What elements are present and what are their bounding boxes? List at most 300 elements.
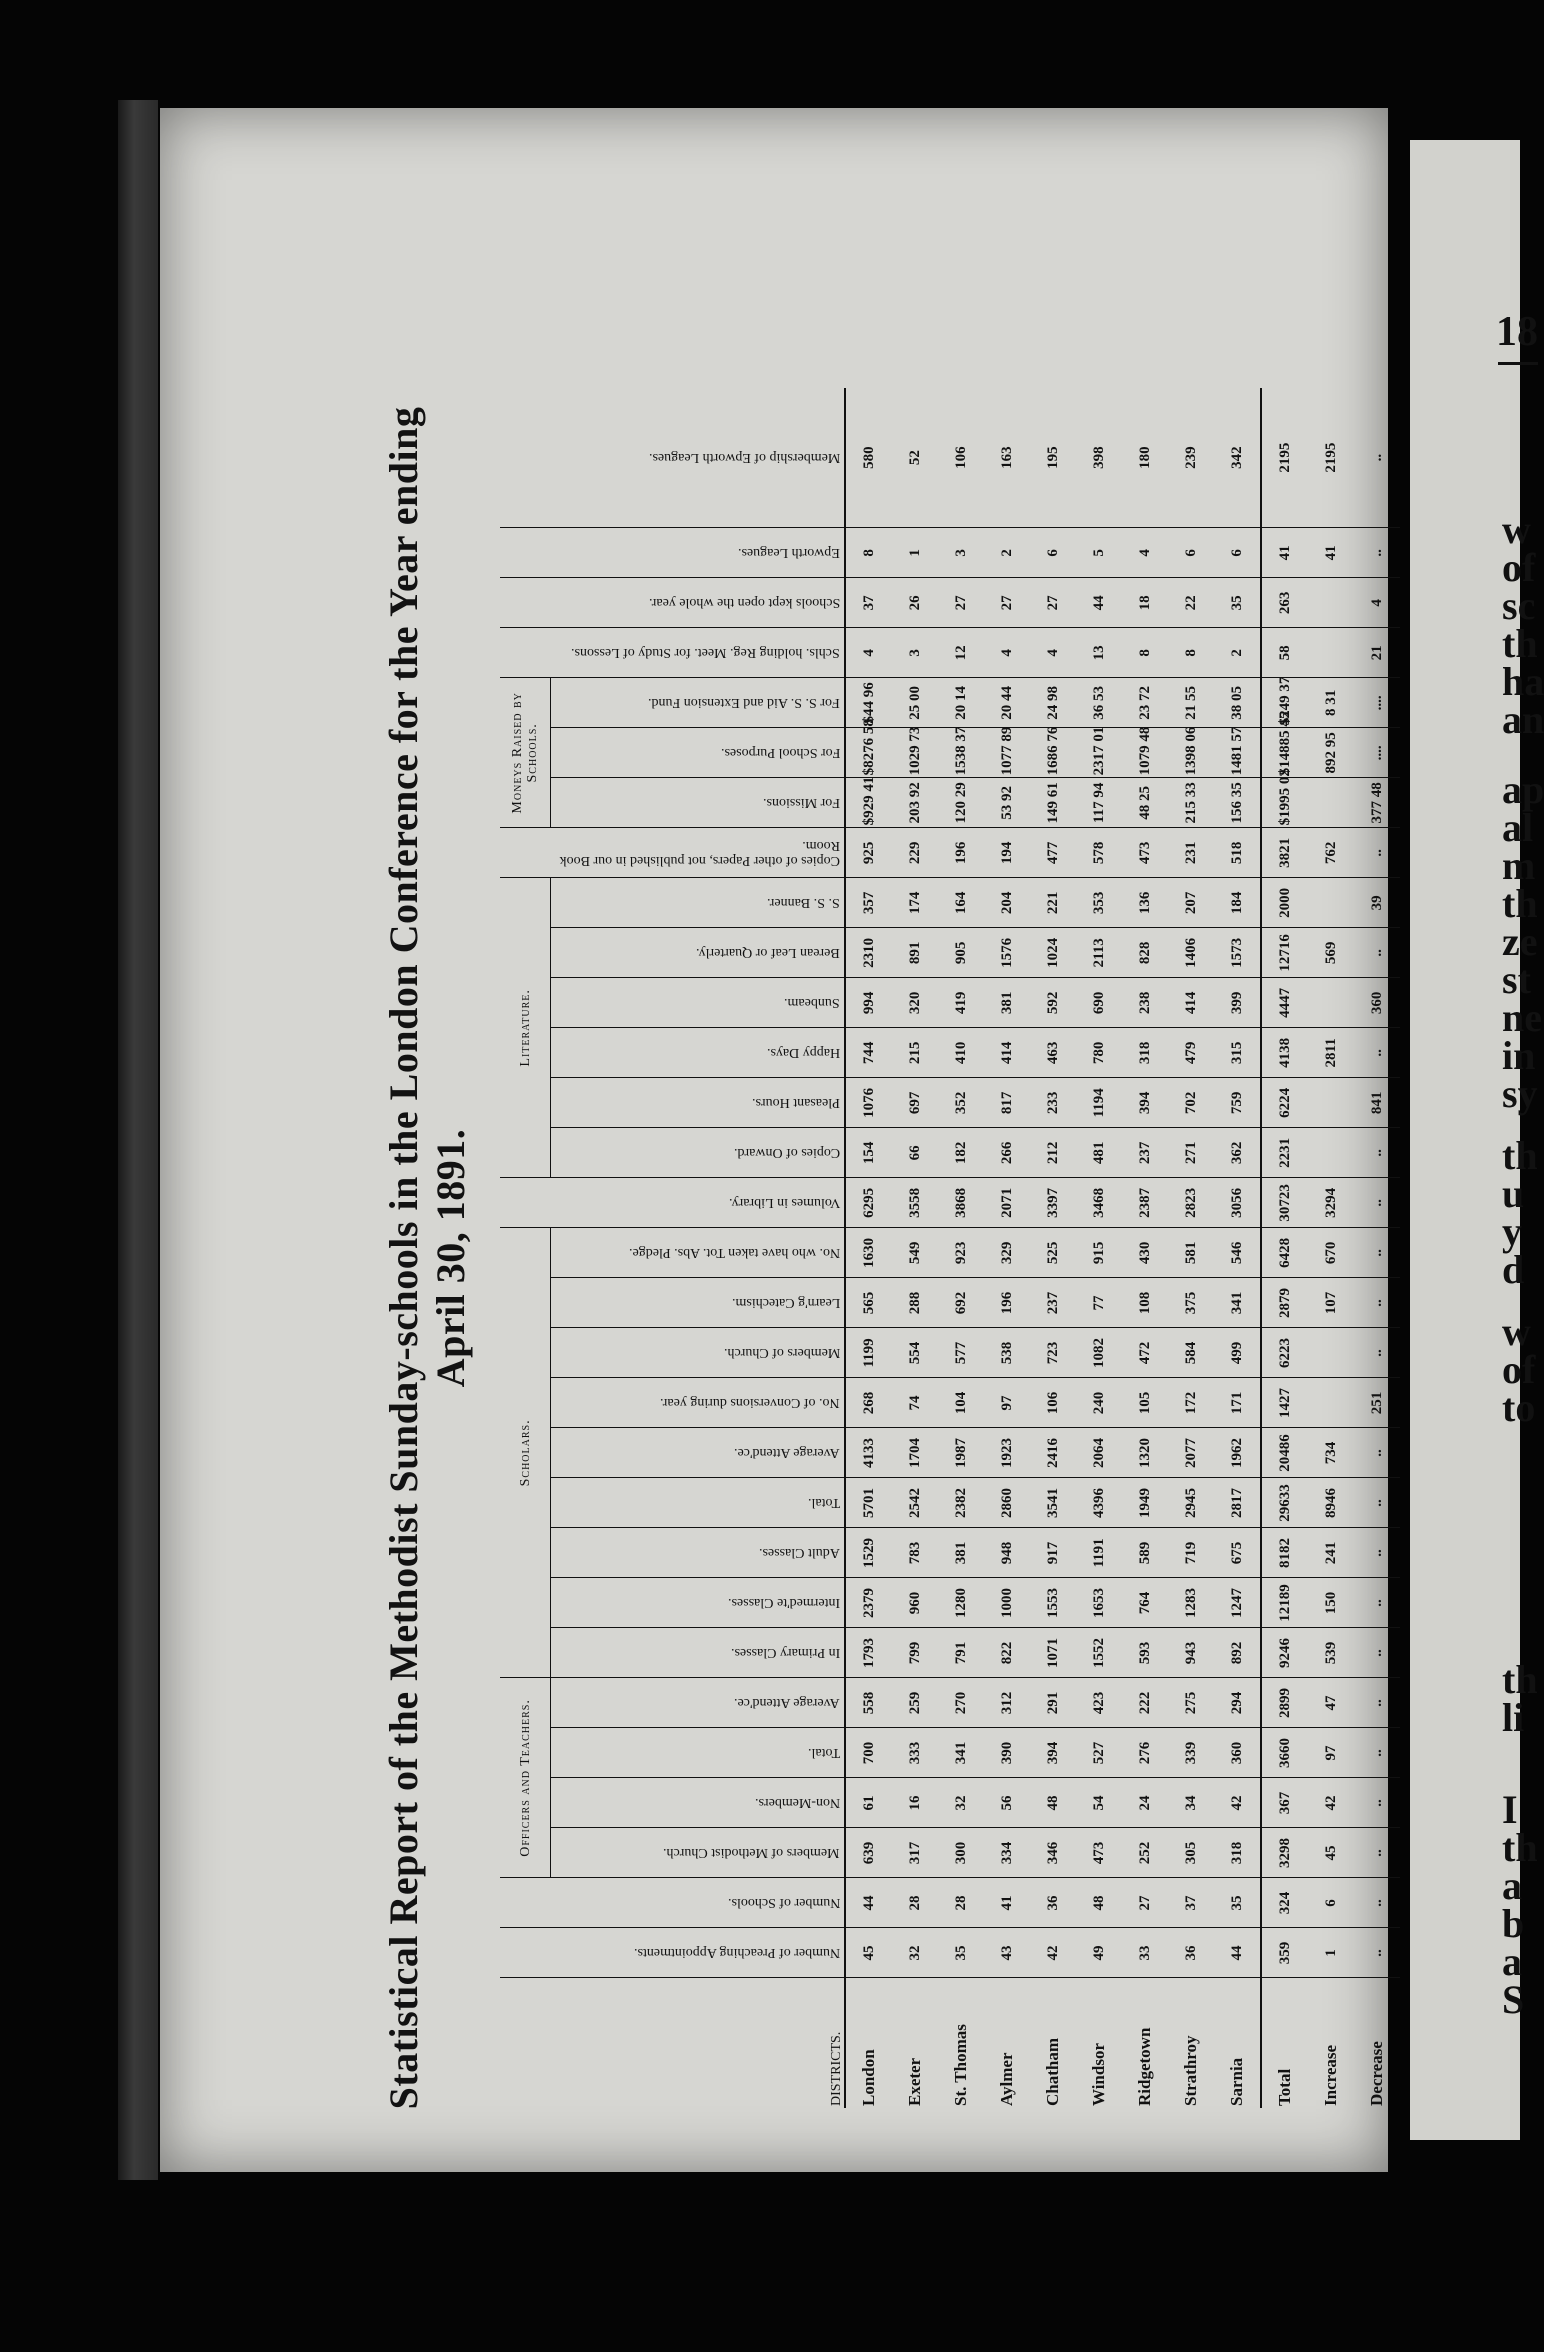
table-cell: 381: [984, 978, 1030, 1028]
table-cell: ..: [1354, 1328, 1400, 1378]
table-cell: 6: [1168, 528, 1214, 578]
table-cell: 639: [845, 1828, 892, 1878]
table-cell: 565: [845, 1278, 892, 1328]
table-cell: 12: [938, 628, 984, 678]
table-cell: 4138: [1261, 1028, 1308, 1078]
adjacent-page-text-fragment: a: [1502, 1939, 1522, 1984]
table-cell: 499: [1214, 1328, 1261, 1378]
table-cell: 925: [845, 828, 892, 878]
table-cell: 2416: [1030, 1428, 1076, 1478]
table-cell: 5: [1076, 528, 1122, 578]
table-cell: 780: [1076, 1028, 1122, 1078]
table-cell: 690: [1076, 978, 1122, 1028]
table-row: [1308, 388, 1354, 2108]
table-cell: 54: [1076, 1778, 1122, 1828]
col-header: Number of Schools.: [500, 1878, 845, 1928]
table-cell: 2817: [1214, 1478, 1261, 1528]
col-header: Average Attend'ce.: [551, 1678, 845, 1728]
table-cell: ....: [1354, 678, 1400, 728]
scanned-page: [160, 108, 1388, 2172]
table-cell: 367: [1261, 1778, 1308, 1828]
table-cell: 6224: [1261, 1078, 1308, 1128]
district-name: Aylmer: [997, 2052, 1016, 2106]
table-cell: 28: [938, 1878, 984, 1928]
table-cell: 21: [1354, 628, 1400, 678]
table-cell: 546: [1214, 1228, 1261, 1278]
table-cell: 203 92: [892, 778, 938, 828]
table-cell: $44 96: [845, 678, 892, 728]
table-cell: ..: [1354, 528, 1400, 578]
table-cell: 2379: [845, 1578, 892, 1628]
table-cell: 263: [1261, 578, 1308, 628]
table-cell: 1194: [1076, 1078, 1122, 1128]
table-cell: 923: [938, 1228, 984, 1278]
table-cell: [1308, 878, 1354, 928]
table-cell: 106: [938, 388, 984, 528]
adjacent-page-text-fragment: sy: [1502, 1071, 1538, 1116]
district-name: Decrease: [1367, 2041, 1386, 2106]
table-cell: 905: [938, 928, 984, 978]
table-cell: 4: [1354, 578, 1400, 628]
table-cell: 21 55: [1168, 678, 1214, 728]
table-cell: 4: [845, 628, 892, 678]
table-cell: 44: [845, 1878, 892, 1928]
table-cell: 107: [1308, 1278, 1354, 1328]
col-header: S. S. Banner.: [551, 878, 845, 928]
table-cell: 430: [1122, 1228, 1168, 1278]
table-cell: 353: [1076, 878, 1122, 928]
table-row: [845, 388, 892, 2108]
table-cell: 12189: [1261, 1578, 1308, 1628]
group-header-row: [500, 388, 551, 2108]
table-cell: ..: [1354, 1728, 1400, 1778]
table-cell: 822: [984, 1628, 1030, 1678]
table-cell: 8946: [1308, 1478, 1354, 1528]
table-cell: 27: [1122, 1878, 1168, 1928]
table-cell: 196: [938, 828, 984, 878]
table-cell: 4: [1030, 628, 1076, 678]
table-cell: 764: [1122, 1578, 1168, 1628]
table-cell: 329: [984, 1228, 1030, 1278]
table-cell: 22: [1168, 578, 1214, 628]
table-cell: 6223: [1261, 1328, 1308, 1378]
table-cell: ..: [1354, 1178, 1400, 1228]
table-cell: 1576: [984, 928, 1030, 978]
table-cell: 1573: [1214, 928, 1261, 978]
district-name: Strathroy: [1181, 2035, 1200, 2106]
table-cell: ....: [1354, 728, 1400, 778]
table-cell: 36 53: [1076, 678, 1122, 728]
table-cell: 182: [938, 1128, 984, 1178]
table-cell: ..: [1354, 1128, 1400, 1178]
table-cell: 171: [1214, 1378, 1261, 1428]
table-cell: 2879: [1261, 1278, 1308, 1328]
table-cell: 66: [892, 1128, 938, 1178]
table-cell: ..: [1354, 1628, 1400, 1678]
table-cell: 35: [1214, 1878, 1261, 1928]
table-cell: 3397: [1030, 1178, 1076, 1228]
table-cell: 3541: [1030, 1478, 1076, 1528]
table-cell: 1280: [938, 1578, 984, 1628]
table-cell: 394: [1030, 1728, 1076, 1778]
table-cell: 473: [1122, 828, 1168, 878]
table-cell: 1630: [845, 1228, 892, 1278]
table-cell: 6428: [1261, 1228, 1308, 1278]
table-cell: 4: [984, 628, 1030, 678]
table-cell: 1398 06: [1168, 728, 1214, 778]
table-cell: 194: [984, 828, 1030, 878]
table-cell: 3056: [1214, 1178, 1261, 1228]
table-cell: 239: [1168, 388, 1214, 528]
table-cell: 744: [845, 1028, 892, 1078]
table-cell: 3558: [892, 1178, 938, 1228]
table-cell: 362: [1214, 1128, 1261, 1178]
table-cell: 196: [984, 1278, 1030, 1328]
table-cell: [1308, 1328, 1354, 1378]
table-cell: 97: [1308, 1728, 1354, 1778]
table-cell: $929 41: [845, 778, 892, 828]
table-cell: 1923: [984, 1428, 1030, 1478]
table-cell: $249 37: [1261, 678, 1308, 728]
district-name: London: [859, 2049, 878, 2106]
table-cell: 229: [892, 828, 938, 878]
table-cell: ..: [1354, 1828, 1400, 1878]
adjacent-page-text-fragment: ze: [1502, 919, 1538, 964]
adjacent-page-text-fragment: sc: [1502, 583, 1536, 628]
table-cell: 2387: [1122, 1178, 1168, 1228]
table-cell: 48: [1076, 1878, 1122, 1928]
table-cell: 8: [1168, 628, 1214, 678]
group-officers-header: Officers and Teachers.: [500, 1678, 551, 1878]
adjacent-page-text-fragment: th: [1502, 621, 1538, 666]
table-cell: ..: [1354, 1478, 1400, 1528]
table-cell: 20 14: [938, 678, 984, 728]
district-name: Windsor: [1089, 2043, 1108, 2106]
table-row: [1214, 388, 1261, 2108]
rotated-report: [380, 378, 1460, 2138]
table-cell: 9246: [1261, 1628, 1308, 1678]
table-cell: 251: [1354, 1378, 1400, 1428]
table-cell: 479: [1168, 1028, 1214, 1078]
book-gutter: [118, 100, 158, 2180]
table-cell: 180: [1122, 388, 1168, 528]
table-cell: 1686 76: [1030, 728, 1076, 778]
table-cell: 1283: [1168, 1578, 1214, 1628]
table-cell: 195: [1030, 388, 1076, 528]
adjacent-page-text-fragment: th: [1502, 1657, 1538, 1702]
table-cell: 294: [1214, 1678, 1261, 1728]
table-cell: ..: [1354, 1278, 1400, 1328]
table-cell: 472: [1122, 1328, 1168, 1378]
table-cell: 1704: [892, 1428, 938, 1478]
table-cell: 174: [892, 878, 938, 928]
table-cell: ..: [1354, 1778, 1400, 1828]
table-cell: 1987: [938, 1428, 984, 1478]
col-header: Members of Methodist Church.: [551, 1828, 845, 1878]
table-cell: 1: [1308, 1928, 1354, 1978]
table-cell: 120 29: [938, 778, 984, 828]
table-cell: 675: [1214, 1528, 1261, 1578]
table-cell: 762: [1308, 828, 1354, 878]
table-cell: 377 48: [1354, 778, 1400, 828]
table-cell: 3821: [1261, 828, 1308, 878]
table-cell: 339: [1168, 1728, 1214, 1778]
table-cell: ..: [1354, 1928, 1400, 1978]
col-header: Sunbeam.: [551, 978, 845, 1028]
table-cell: 4133: [845, 1428, 892, 1478]
table-cell: 12716: [1261, 928, 1308, 978]
col-header: Schools kept open the whole year.: [500, 578, 845, 628]
table-row: [1122, 388, 1168, 2108]
table-cell: 1406: [1168, 928, 1214, 978]
table-cell: 97: [984, 1378, 1030, 1428]
table-cell: 77: [1076, 1278, 1122, 1328]
table-cell: 1481 57: [1214, 728, 1261, 778]
adjacent-page-text-fragment: to: [1502, 1385, 1536, 1430]
table-cell: 525: [1030, 1228, 1076, 1278]
table-cell: 149 61: [1030, 778, 1076, 828]
adjacent-page-text-fragment: I: [1502, 1787, 1518, 1832]
table-cell: 2382: [938, 1478, 984, 1528]
table-cell: 1320: [1122, 1428, 1168, 1478]
table-cell: 2231: [1261, 1128, 1308, 1178]
table-cell: 320: [892, 978, 938, 1028]
table-cell: 38 05: [1214, 678, 1261, 728]
table-cell: 917: [1030, 1528, 1076, 1578]
table-cell: 697: [892, 1078, 938, 1128]
table-cell: 477: [1030, 828, 1076, 878]
table-cell: 341: [1214, 1278, 1261, 1328]
table-cell: 346: [1030, 1828, 1076, 1878]
table-cell: [1308, 1128, 1354, 1178]
adjacent-page-text-fragment: u: [1502, 1171, 1525, 1216]
table-cell: 1024: [1030, 928, 1076, 978]
col-header: For Missions.: [551, 778, 845, 828]
table-cell: 20486: [1261, 1428, 1308, 1478]
table-cell: 2195: [1308, 388, 1354, 528]
table-cell: 2064: [1076, 1428, 1122, 1478]
table-cell: ..: [1354, 1228, 1400, 1278]
table-cell: 700: [845, 1728, 892, 1778]
table-cell: 300: [938, 1828, 984, 1878]
table-cell: 578: [1076, 828, 1122, 878]
table-cell: 994: [845, 978, 892, 1028]
col-header: Volumes in Library.: [500, 1178, 845, 1228]
table-cell: 527: [1076, 1728, 1122, 1778]
table-cell: 106: [1030, 1378, 1076, 1428]
table-cell: 539: [1308, 1628, 1354, 1678]
table-cell: 481: [1076, 1128, 1122, 1178]
col-header: Happy Days.: [551, 1028, 845, 1078]
table-cell: 222: [1122, 1678, 1168, 1728]
table-cell: 8: [845, 528, 892, 578]
table-cell: 48: [1030, 1778, 1076, 1828]
table-cell: 1079 48: [1122, 728, 1168, 778]
table-cell: 44: [1076, 578, 1122, 628]
table-cell: ..: [1354, 1878, 1400, 1928]
adjacent-page-text-fragment: y: [1502, 1209, 1522, 1254]
table-cell: 333: [892, 1728, 938, 1778]
adjacent-page-text-fragment: of: [1502, 1347, 1536, 1392]
table-cell: 2542: [892, 1478, 938, 1528]
table-cell: 163: [984, 388, 1030, 528]
table-cell: 1427: [1261, 1378, 1308, 1428]
table-cell: 43: [984, 1928, 1030, 1978]
table-cell: 6: [1214, 528, 1261, 578]
table-cell: 341: [938, 1728, 984, 1778]
table-cell: 892 95: [1308, 728, 1354, 778]
table-cell: 238: [1122, 978, 1168, 1028]
table-cell: 3298: [1261, 1828, 1308, 1878]
table-cell: 215 33: [1168, 778, 1214, 828]
table-cell: 2071: [984, 1178, 1030, 1228]
table-cell: 1199: [845, 1328, 892, 1378]
table-cell: [1308, 1378, 1354, 1428]
table-cell: 237: [1122, 1128, 1168, 1178]
adjacent-page-number: 18: [1496, 309, 1538, 355]
table-cell: 252: [1122, 1828, 1168, 1878]
table-cell: 30723: [1261, 1178, 1308, 1228]
table-cell: 42: [1214, 1778, 1261, 1828]
table-row: [1076, 388, 1122, 2108]
table-cell: 2317 01: [1076, 728, 1122, 778]
table-cell: 414: [984, 1028, 1030, 1078]
adjacent-page-text-fragment: th: [1502, 1133, 1538, 1178]
adjacent-page-text-fragment: d: [1502, 1247, 1525, 1292]
table-row: [1354, 388, 1400, 2108]
table-cell: 1: [892, 528, 938, 578]
table-cell: 324: [1261, 1878, 1308, 1928]
table-cell: 108: [1122, 1278, 1168, 1328]
col-header: No. who have taken Tot. Abs. Pledge.: [551, 1228, 845, 1278]
table-cell: 817: [984, 1078, 1030, 1128]
table-cell: 215: [892, 1028, 938, 1078]
table-cell: 390: [984, 1728, 1030, 1778]
adjacent-page-text-fragment: th: [1502, 881, 1538, 926]
table-cell: 719: [1168, 1528, 1214, 1578]
table-cell: 45: [845, 1928, 892, 1978]
table-cell: 1077 89: [984, 728, 1030, 778]
adjacent-page-text-fragment: ha: [1502, 659, 1544, 704]
table-cell: 28: [892, 1878, 938, 1928]
table-cell: 271: [1168, 1128, 1214, 1178]
district-name: Sarnia: [1227, 2057, 1246, 2106]
table-cell: 1653: [1076, 1578, 1122, 1628]
table-cell: 312: [984, 1678, 1030, 1728]
adjacent-page-text-fragment: th: [1502, 1825, 1538, 1870]
table-cell: 104: [938, 1378, 984, 1428]
table-cell: 2899: [1261, 1678, 1308, 1728]
table-cell: 581: [1168, 1228, 1214, 1278]
table-cell: 275: [1168, 1678, 1214, 1728]
table-cell: 34: [1168, 1778, 1214, 1828]
table-cell: 25 00: [892, 678, 938, 728]
table-cell: 117 94: [1076, 778, 1122, 828]
table-cell: 723: [1030, 1328, 1076, 1378]
table-cell: 156 35: [1214, 778, 1261, 828]
table-cell: 5701: [845, 1478, 892, 1528]
table-cell: 4: [1122, 528, 1168, 578]
table-cell: 27: [984, 578, 1030, 628]
table-cell: 268: [845, 1378, 892, 1428]
table-cell: 3468: [1076, 1178, 1122, 1228]
table-cell: 359: [1261, 1928, 1308, 1978]
table-cell: ..: [1354, 388, 1400, 528]
table-cell: 2113: [1076, 928, 1122, 978]
table-cell: 1000: [984, 1578, 1030, 1628]
statistics-table: [500, 388, 1400, 2108]
table-cell: 233: [1030, 1078, 1076, 1128]
adjacent-page-text-fragment: w: [1502, 1309, 1531, 1354]
table-cell: ..: [1354, 1428, 1400, 1478]
table-cell: 61: [845, 1778, 892, 1828]
table-cell: 2000: [1261, 878, 1308, 928]
table-cell: 36: [1168, 1928, 1214, 1978]
report-title: Statistical Report of the Methodist Sunday-schools in the London Conference for the Year ending April 30, 1891.: [381, 406, 473, 2110]
adjacent-page-text-fragment: ap: [1502, 767, 1544, 812]
table-cell: 8182: [1261, 1528, 1308, 1578]
table-cell: 41: [1261, 528, 1308, 578]
districts-header: DISTRICTS.: [500, 1978, 845, 2108]
table-cell: 154: [845, 1128, 892, 1178]
table-cell: 32: [938, 1778, 984, 1828]
adjacent-page-text-fragment: ne: [1502, 995, 1542, 1040]
table-cell: 577: [938, 1328, 984, 1378]
table-cell: 41: [1308, 528, 1354, 578]
table-cell: 33: [1122, 1928, 1168, 1978]
table-cell: 16: [892, 1778, 938, 1828]
table-cell: 53 92: [984, 778, 1030, 828]
table-cell: ..: [1354, 1528, 1400, 1578]
district-name: Increase: [1321, 2044, 1340, 2106]
table-cell: 317: [892, 1828, 938, 1878]
table-cell: 204: [984, 878, 1030, 928]
table-cell: [1308, 578, 1354, 628]
table-cell: 398: [1076, 388, 1122, 528]
table-cell: 172: [1168, 1378, 1214, 1428]
table-cell: 423: [1076, 1678, 1122, 1728]
table-cell: 49: [1076, 1928, 1122, 1978]
table-cell: 554: [892, 1328, 938, 1378]
table-cell: 375: [1168, 1278, 1214, 1328]
table-cell: 1082: [1076, 1328, 1122, 1378]
table-cell: ..: [1354, 1678, 1400, 1728]
table-cell: 2823: [1168, 1178, 1214, 1228]
table-cell: 270: [938, 1678, 984, 1728]
table-cell: 27: [1030, 578, 1076, 628]
adjacent-page-text-fragment: al: [1502, 805, 1534, 850]
table-cell: 593: [1122, 1628, 1168, 1678]
table-cell: 943: [1168, 1628, 1214, 1678]
table-cell: 3660: [1261, 1728, 1308, 1778]
table-row: [892, 388, 938, 2108]
table-cell: $14885 45: [1261, 728, 1308, 778]
table-cell: 29633: [1261, 1478, 1308, 1528]
table-cell: 360: [1354, 978, 1400, 1028]
adjacent-page-text-fragment: m: [1502, 843, 1536, 888]
table-row: [1261, 388, 1308, 2108]
table-cell: 584: [1168, 1328, 1214, 1378]
col-header: In Primary Classes.: [551, 1628, 845, 1678]
adjacent-page-text-fragment: of: [1502, 545, 1536, 590]
table-cell: 360: [1214, 1728, 1261, 1778]
table-cell: 1029 73: [892, 728, 938, 778]
table-cell: 276: [1122, 1728, 1168, 1778]
table-cell: ..: [1354, 1028, 1400, 1078]
table-cell: 783: [892, 1528, 938, 1578]
table-cell: 24: [1122, 1778, 1168, 1828]
table-cell: 212: [1030, 1128, 1076, 1178]
